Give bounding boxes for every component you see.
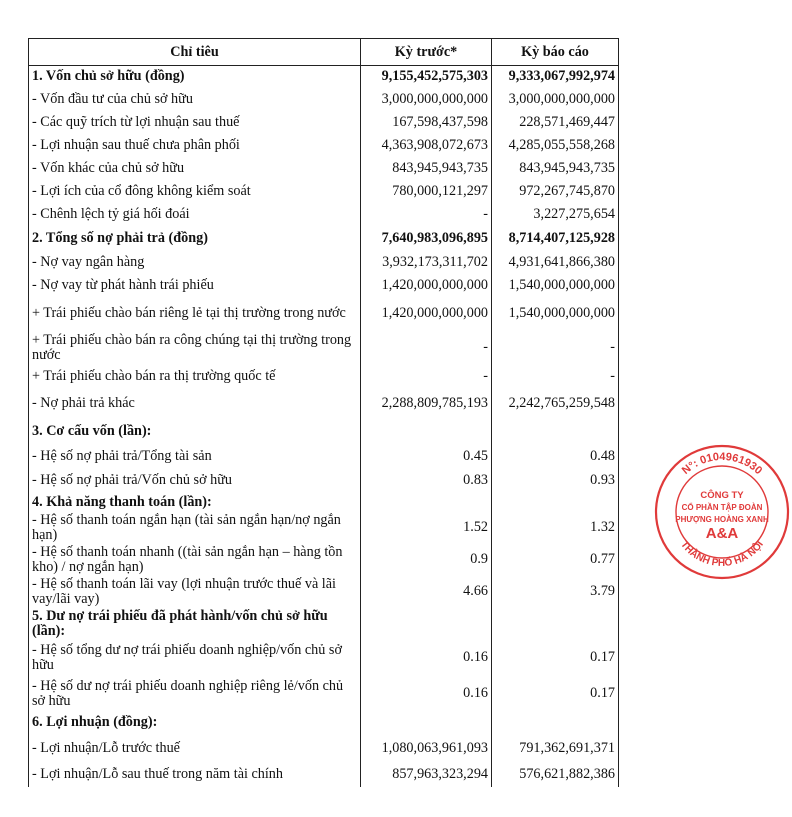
- table-row: [29, 389, 619, 419]
- row-label: - Vốn khác của chủ sở hữu: [29, 157, 361, 180]
- row-previous-value: 843,945,943,735: [361, 157, 492, 180]
- row-previous-value: 0.16: [361, 640, 492, 676]
- row-current-value: 0.93: [492, 469, 619, 493]
- row-current-value: 0.77: [492, 544, 619, 576]
- row-previous-value: [361, 608, 492, 640]
- row-current-value: 1,540,000,000,000: [492, 297, 619, 331]
- row-previous-value: 3,932,173,311,702: [361, 251, 492, 274]
- row-label: - Hệ số thanh toán nhanh ((tài sản ngắn hạn – hàng tồn kho) / nợ ngắn hạn): [29, 544, 361, 576]
- table-row: [29, 469, 619, 493]
- row-current-value: 4,931,641,866,380: [492, 251, 619, 274]
- table-row: [29, 111, 619, 134]
- row-current-value: 0.48: [492, 445, 619, 469]
- row-current-value: 4,285,055,558,268: [492, 134, 619, 157]
- row-label: + Trái phiếu chào bán riêng lẻ tại thị trường trong nước: [29, 297, 361, 331]
- row-current-value: 972,267,745,870: [492, 180, 619, 203]
- table-row: [29, 66, 619, 88]
- row-label: 6. Lợi nhuận (đồng):: [29, 712, 361, 734]
- row-previous-value: 0.16: [361, 676, 492, 712]
- table-row: [29, 134, 619, 157]
- row-previous-value: [361, 419, 492, 445]
- table-row: [29, 445, 619, 469]
- seal-line4: A&A: [705, 525, 739, 542]
- row-label: 2. Tổng số nợ phải trả (đồng): [29, 226, 361, 251]
- table-row: [29, 331, 619, 365]
- row-previous-value: [361, 712, 492, 734]
- header-indicator: Chỉ tiêu: [29, 39, 361, 66]
- table-row: [29, 640, 619, 676]
- row-label: - Hệ số thanh toán lãi vay (lợi nhuận trước thuế và lãi vay/lãi vay): [29, 576, 361, 608]
- seal-number: N°: 0104961930: [679, 450, 765, 477]
- row-previous-value: 4.66: [361, 576, 492, 608]
- row-label: 3. Cơ cấu vốn (lần):: [29, 419, 361, 445]
- table-row: [29, 608, 619, 640]
- row-label: - Vốn đầu tư của chủ sở hữu: [29, 88, 361, 111]
- row-previous-value: -: [361, 203, 492, 226]
- table-row: [29, 734, 619, 763]
- table-row: [29, 512, 619, 544]
- row-label: - Nợ phải trả khác: [29, 389, 361, 419]
- row-previous-value: 857,963,323,294: [361, 763, 492, 787]
- table-row: [29, 297, 619, 331]
- row-current-value: 228,571,469,447: [492, 111, 619, 134]
- table-row: [29, 203, 619, 226]
- seal-city: THÀNH PHỐ HÀ NỘI: [678, 539, 766, 570]
- row-label: - Lợi nhuận sau thuế chưa phân phối: [29, 134, 361, 157]
- row-current-value: 3,000,000,000,000: [492, 88, 619, 111]
- row-current-value: 843,945,943,735: [492, 157, 619, 180]
- row-label: - Hệ số thanh toán ngắn hạn (tài sản ngắn hạn/nợ ngắn hạn): [29, 512, 361, 544]
- table-row: [29, 157, 619, 180]
- row-current-value: 3.79: [492, 576, 619, 608]
- row-label: - Hệ số dư nợ trái phiếu doanh nghiệp riêng lẻ/vốn chủ sở hữu: [29, 676, 361, 712]
- row-current-value: 0.17: [492, 640, 619, 676]
- table-row: [29, 88, 619, 111]
- seal-line3: PHƯỢNG HOÀNG XANH: [675, 515, 769, 524]
- row-previous-value: 0.9: [361, 544, 492, 576]
- table-row: [29, 180, 619, 203]
- row-previous-value: 0.83: [361, 469, 492, 493]
- table-header-row: [29, 39, 619, 66]
- table-row: [29, 226, 619, 251]
- company-seal: [652, 442, 792, 582]
- row-previous-value: 1.52: [361, 512, 492, 544]
- table-row: [29, 544, 619, 576]
- table-row: [29, 576, 619, 608]
- row-current-value: -: [492, 365, 619, 389]
- row-previous-value: 3,000,000,000,000: [361, 88, 492, 111]
- row-label: - Hệ số nợ phải trả/Vốn chủ sở hữu: [29, 469, 361, 493]
- header-reporting-period: Kỳ báo cáo: [492, 39, 619, 66]
- row-previous-value: 9,155,452,575,303: [361, 66, 492, 88]
- row-current-value: 1.32: [492, 512, 619, 544]
- row-current-value: 791,362,691,371: [492, 734, 619, 763]
- row-label: - Lợi nhuận/Lỗ sau thuế trong năm tài chính: [29, 763, 361, 787]
- row-previous-value: 780,000,121,297: [361, 180, 492, 203]
- seal-line1: CÔNG TY: [700, 490, 744, 501]
- row-previous-value: 1,420,000,000,000: [361, 274, 492, 297]
- header-previous-period: Kỳ trước*: [361, 39, 492, 66]
- row-previous-value: 2,288,809,785,193: [361, 389, 492, 419]
- row-previous-value: 1,420,000,000,000: [361, 297, 492, 331]
- table-row: [29, 365, 619, 389]
- row-label: - Chênh lệch tỷ giá hối đoái: [29, 203, 361, 226]
- row-previous-value: 4,363,908,072,673: [361, 134, 492, 157]
- row-current-value: [492, 712, 619, 734]
- table-row: [29, 763, 619, 787]
- financial-indicators-table: [28, 38, 619, 787]
- table-row: [29, 251, 619, 274]
- row-current-value: 8,714,407,125,928: [492, 226, 619, 251]
- row-label: - Lợi nhuận/Lỗ trước thuế: [29, 734, 361, 763]
- row-current-value: [492, 493, 619, 512]
- row-label: 5. Dư nợ trái phiếu đã phát hành/vốn chủ sở hữu (lần):: [29, 608, 361, 640]
- row-current-value: 1,540,000,000,000: [492, 274, 619, 297]
- row-label: 4. Khả năng thanh toán (lần):: [29, 493, 361, 512]
- table-row: [29, 419, 619, 445]
- table-row: [29, 712, 619, 734]
- row-label: 1. Vốn chủ sở hữu (đồng): [29, 66, 361, 88]
- row-label: - Các quỹ trích từ lợi nhuận sau thuế: [29, 111, 361, 134]
- row-previous-value: -: [361, 331, 492, 365]
- row-previous-value: -: [361, 365, 492, 389]
- table-row: [29, 676, 619, 712]
- row-label: + Trái phiếu chào bán ra thị trường quốc tế: [29, 365, 361, 389]
- row-current-value: 2,242,765,259,548: [492, 389, 619, 419]
- row-previous-value: 7,640,983,096,895: [361, 226, 492, 251]
- seal-line2: CỔ PHẦN TẬP ĐOÀN: [681, 503, 763, 512]
- row-current-value: 576,621,882,386: [492, 763, 619, 787]
- table-body: [29, 66, 619, 787]
- row-previous-value: 0.45: [361, 445, 492, 469]
- table-row: [29, 493, 619, 512]
- row-current-value: [492, 608, 619, 640]
- row-current-value: -: [492, 331, 619, 365]
- row-current-value: [492, 419, 619, 445]
- row-previous-value: 1,080,063,961,093: [361, 734, 492, 763]
- row-current-value: 3,227,275,654: [492, 203, 619, 226]
- row-previous-value: 167,598,437,598: [361, 111, 492, 134]
- row-previous-value: [361, 493, 492, 512]
- row-label: - Lợi ích của cổ đông không kiểm soát: [29, 180, 361, 203]
- row-current-value: 0.17: [492, 676, 619, 712]
- row-current-value: 9,333,067,992,974: [492, 66, 619, 88]
- row-label: - Nợ vay từ phát hành trái phiếu: [29, 274, 361, 297]
- row-label: - Nợ vay ngân hàng: [29, 251, 361, 274]
- table-row: [29, 274, 619, 297]
- row-label: + Trái phiếu chào bán ra công chúng tại thị trường trong nước: [29, 331, 361, 365]
- row-label: - Hệ số nợ phải trả/Tổng tài sản: [29, 445, 361, 469]
- row-label: - Hệ số tổng dư nợ trái phiếu doanh nghiệp/vốn chủ sở hữu: [29, 640, 361, 676]
